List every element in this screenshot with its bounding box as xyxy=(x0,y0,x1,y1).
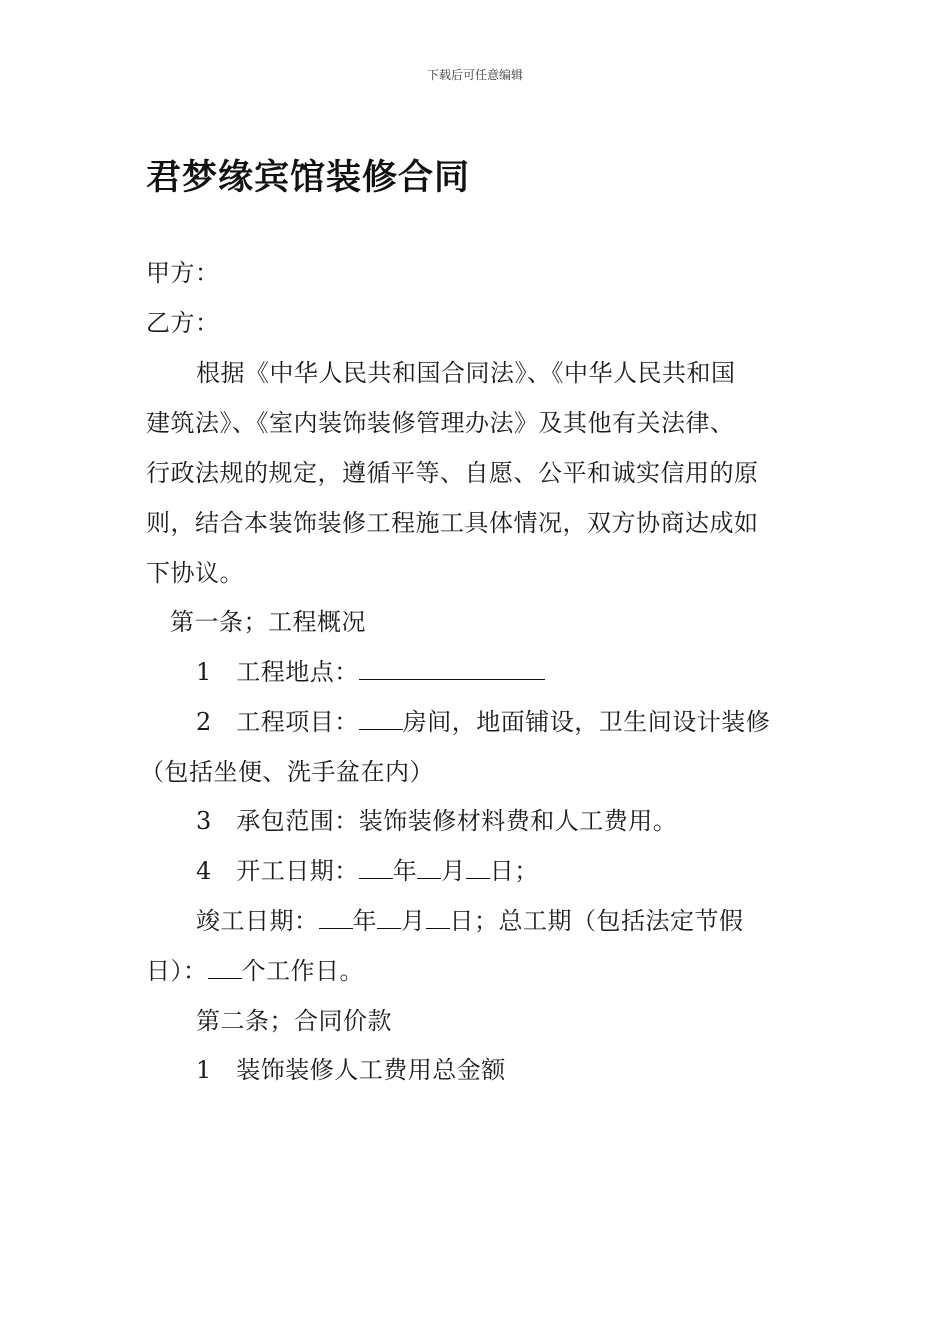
article-1-item-2-cont: （包括坐便、洗手盆在内） xyxy=(140,758,434,786)
article-2-heading: 第二条；合同价款 xyxy=(196,1007,392,1035)
article-2-item-1: 1 装饰装修人工费用总金额 xyxy=(196,1056,506,1084)
end-year-blank xyxy=(319,906,353,929)
end-year-label: 年 xyxy=(352,907,377,935)
total-period-cont-b: 个工作日。 xyxy=(241,957,364,985)
intro-line-4: 则，结合本装饰装修工程施工具体情况，双方协商达成如 xyxy=(146,509,759,537)
article-1-item-3: 3 承包范围：装饰装修材料费和人工费用。 xyxy=(196,807,678,835)
total-period-cont xyxy=(146,956,364,986)
start-month-blank xyxy=(417,856,441,879)
total-period-cont-a: 日）： xyxy=(146,957,208,985)
total-period-label: 总工期（包括法定节假 xyxy=(498,907,744,935)
start-year-label: 年 xyxy=(392,857,418,885)
intro-line-1: 根据《中华人民共和国合同法》、《中华人民共和国 xyxy=(196,359,736,387)
start-year-blank xyxy=(359,856,393,879)
start-day-blank xyxy=(466,856,490,879)
article-1-item-1 xyxy=(196,657,545,687)
party-b-label: 乙方： xyxy=(146,309,220,337)
item-2-label: 2 工程项目： xyxy=(196,708,359,736)
start-date-label: 4 开工日期： xyxy=(196,857,359,885)
completion-date-label: 竣工日期： xyxy=(196,907,319,935)
workdays-blank xyxy=(208,956,242,979)
completion-date-line xyxy=(196,906,744,936)
intro-line-5: 下协议。 xyxy=(146,559,244,587)
article-1-item-4 xyxy=(196,856,539,886)
end-day-blank xyxy=(426,906,450,929)
start-month-label: 月 xyxy=(441,857,466,885)
end-month-label: 月 xyxy=(401,907,426,935)
location-blank xyxy=(359,657,545,680)
article-1-item-2 xyxy=(196,707,770,737)
end-day-label: 日； xyxy=(449,907,499,935)
party-a-label: 甲方： xyxy=(146,259,220,287)
article-1-heading: 第一条；工程概况 xyxy=(170,608,366,636)
contract-title: 君梦缘宾馆装修合同 xyxy=(146,158,471,198)
item-1-label: 1 工程地点： xyxy=(196,658,359,686)
intro-line-3: 行政法规的规定，遵循平等、自愿、公平和诚实信用的原 xyxy=(146,459,759,487)
page-header: 下载后可任意编辑 xyxy=(426,68,523,82)
intro-line-2: 建筑法》、《室内装饰装修管理办法》及其他有关法律、 xyxy=(146,409,735,437)
start-day-label: 日； xyxy=(489,857,539,885)
rooms-blank xyxy=(359,707,403,730)
item-2-text: 房间，地面铺设，卫生间设计装修 xyxy=(402,708,771,736)
end-month-blank xyxy=(377,906,401,929)
